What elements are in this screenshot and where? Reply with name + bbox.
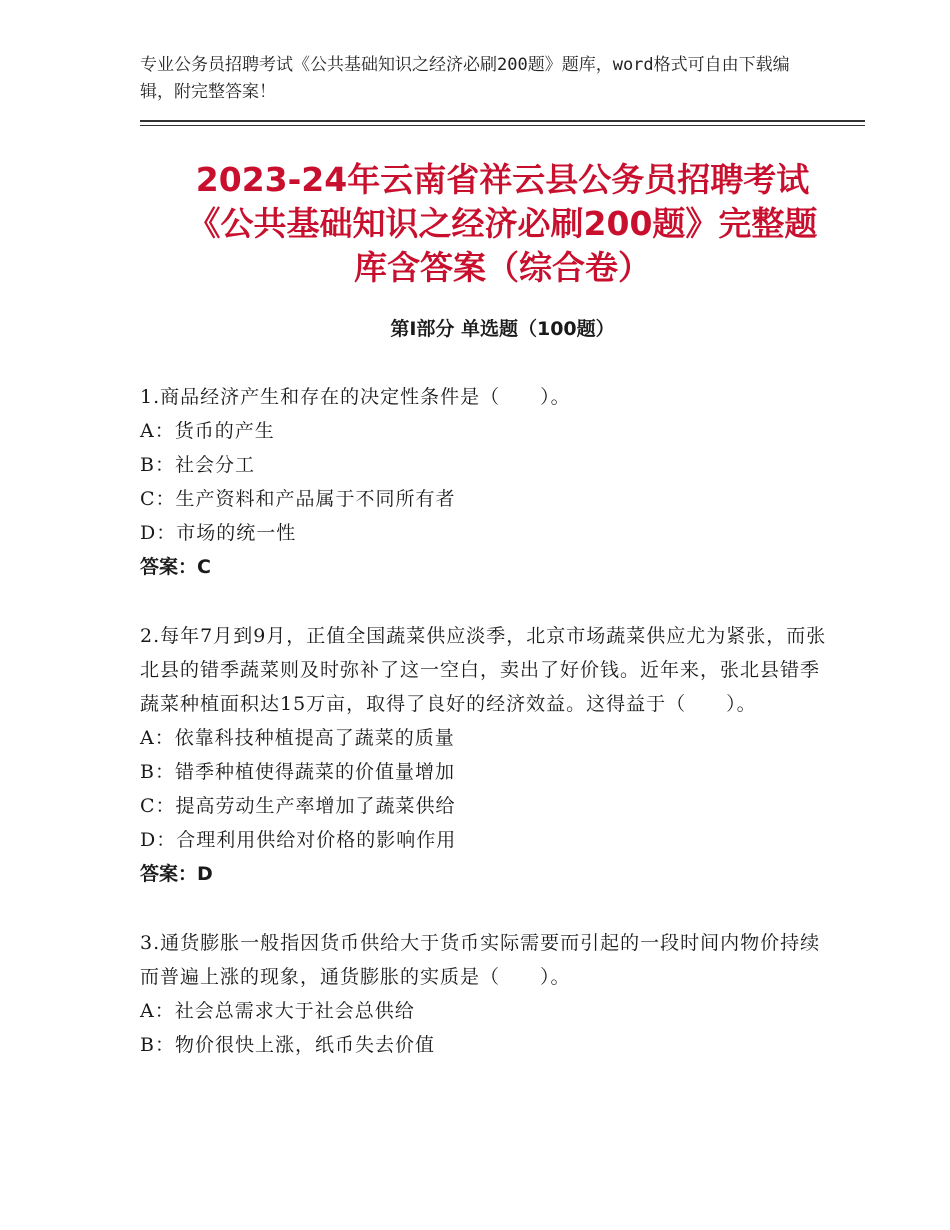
- document-title: [140, 158, 865, 290]
- option-c: C：提高劳动生产率增加了蔬菜供给: [140, 795, 456, 817]
- title-line-2: 《公共基础知识之经济必刷200题》完整题: [187, 204, 818, 243]
- option-a: A：社会总需求大于社会总供给: [140, 1000, 415, 1022]
- header-divider-thick: [140, 120, 865, 122]
- option-a: A：依靠科技种植提高了蔬菜的质量: [140, 727, 455, 749]
- option-d: D：市场的统一性: [140, 522, 297, 544]
- option-b: B：社会分工: [140, 454, 255, 476]
- question-2: [140, 619, 830, 891]
- answer: 答案：C: [140, 556, 211, 578]
- question-1: [140, 380, 830, 584]
- question-stem: 1.商品经济产生和存在的决定性条件是（ ）。: [140, 386, 571, 408]
- option-b: B：物价很快上涨，纸币失去价值: [140, 1034, 435, 1056]
- option-b: B：错季种植使得蔬菜的价值量增加: [140, 761, 455, 783]
- question-stem: 2.每年7月到9月，正值全国蔬菜供应淡季，北京市场蔬菜供应尤为紧张，而张北县的错季蔬菜则及时弥补了这一空白，卖出了好价钱。近年来，张北县错季蔬菜种植面积达15万亩，取得了良好的经济效益。这得益于（ ）。: [140, 625, 827, 715]
- option-d: D：合理利用供给对价格的影响作用: [140, 829, 457, 851]
- title-line-3: 库含答案（综合卷）: [354, 248, 651, 287]
- question-list: [140, 380, 830, 1097]
- section-heading: 第Ⅰ部分 单选题（100题）: [390, 318, 615, 340]
- answer: 答案：D: [140, 863, 213, 885]
- question-stem: 3.通货膨胀一般指因货币供给大于货币实际需要而引起的一段时间内物价持续而普遍上涨的现象，通货膨胀的实质是（ ）。: [140, 932, 821, 988]
- option-a: A：货币的产生: [140, 420, 275, 442]
- option-c: C：生产资料和产品属于不同所有者: [140, 488, 456, 510]
- header-note: 专业公务员招聘考试《公共基础知识之经济必刷200题》题库，word格式可自由下载编辑，附完整答案！: [140, 55, 790, 102]
- header-divider-thin: [140, 125, 865, 126]
- title-line-1: 2023-24年云南省祥云县公务员招聘考试: [195, 160, 810, 199]
- question-3: [140, 926, 830, 1062]
